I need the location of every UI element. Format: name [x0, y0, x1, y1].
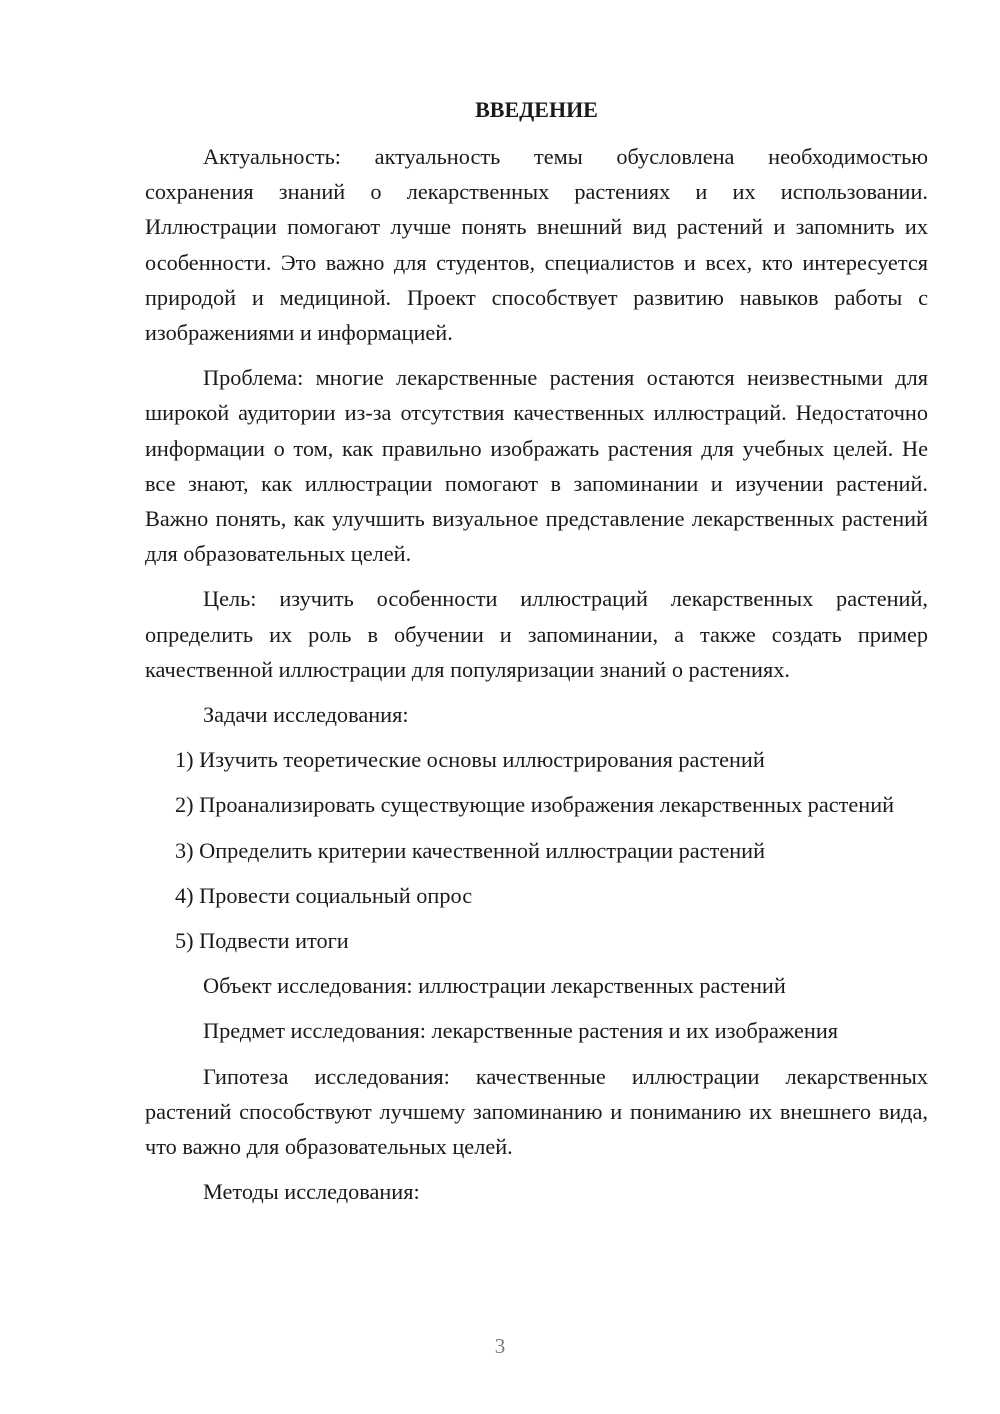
subject-paragraph: Предмет исследования: лекарственные растения и их изображения: [203, 1018, 839, 1044]
goal-paragraph: Цель: изучить особенности иллюстраций лекарственных растений, определить их роль в обучении и запоминании, а также создать пример качественной иллюстрации для популяризации знаний о растениях.: [145, 586, 928, 682]
hypothesis-paragraph: Гипотеза исследования: качественные иллюстрации лекарственных растений способствуют лучшему запоминанию и пониманию их внешнего вида, что важно для образовательных целей.: [145, 1063, 928, 1160]
methods-title: Методы исследования:: [203, 1179, 420, 1205]
list-item: 2) Проанализировать существующие изображения лекарственных растений: [175, 792, 895, 818]
list-item: 1) Изучить теоретические основы иллюстрирования растений: [175, 747, 765, 773]
object-paragraph: Объект исследования: иллюстрации лекарственных растений: [203, 973, 786, 999]
tasks-title: Задачи исследования:: [203, 702, 409, 728]
page-content: [145, 92, 928, 1219]
list-item: 3) Определить критерии качественной иллюстрации растений: [175, 837, 766, 863]
list-item: 4) Провести социальный опрос: [175, 882, 473, 908]
problem-paragraph: Проблема: многие лекарственные растения остаются неизвестными для широкой аудитории из-за отсутствия качественных иллюстраций. Недостаточно информации о том, как правильно изображать растения для учебных целей. Не все знают, как иллюстрации помогают в запоминании и изучении растений. Важно понять, как улучшить визуальное представление лекарственных растений для образовательных целей.: [145, 365, 928, 567]
section-heading: ВВЕДЕНИЕ: [475, 97, 598, 122]
page-number: 3: [494, 1334, 506, 1358]
relevance-paragraph: Актуальность: актуальность темы обусловлена необходимостью сохранения знаний о лекарственных растениях и их использовании. Иллюстрации помогают лучше понять внешний вид растений и запомнить их особенности. Это важно для студентов, специалистов и всех, кто интересуется природой и медициной. Проект способствует развитию навыков работы с изображениями и информацией.: [145, 144, 928, 346]
list-item: 5) Подвести итоги: [175, 928, 349, 954]
